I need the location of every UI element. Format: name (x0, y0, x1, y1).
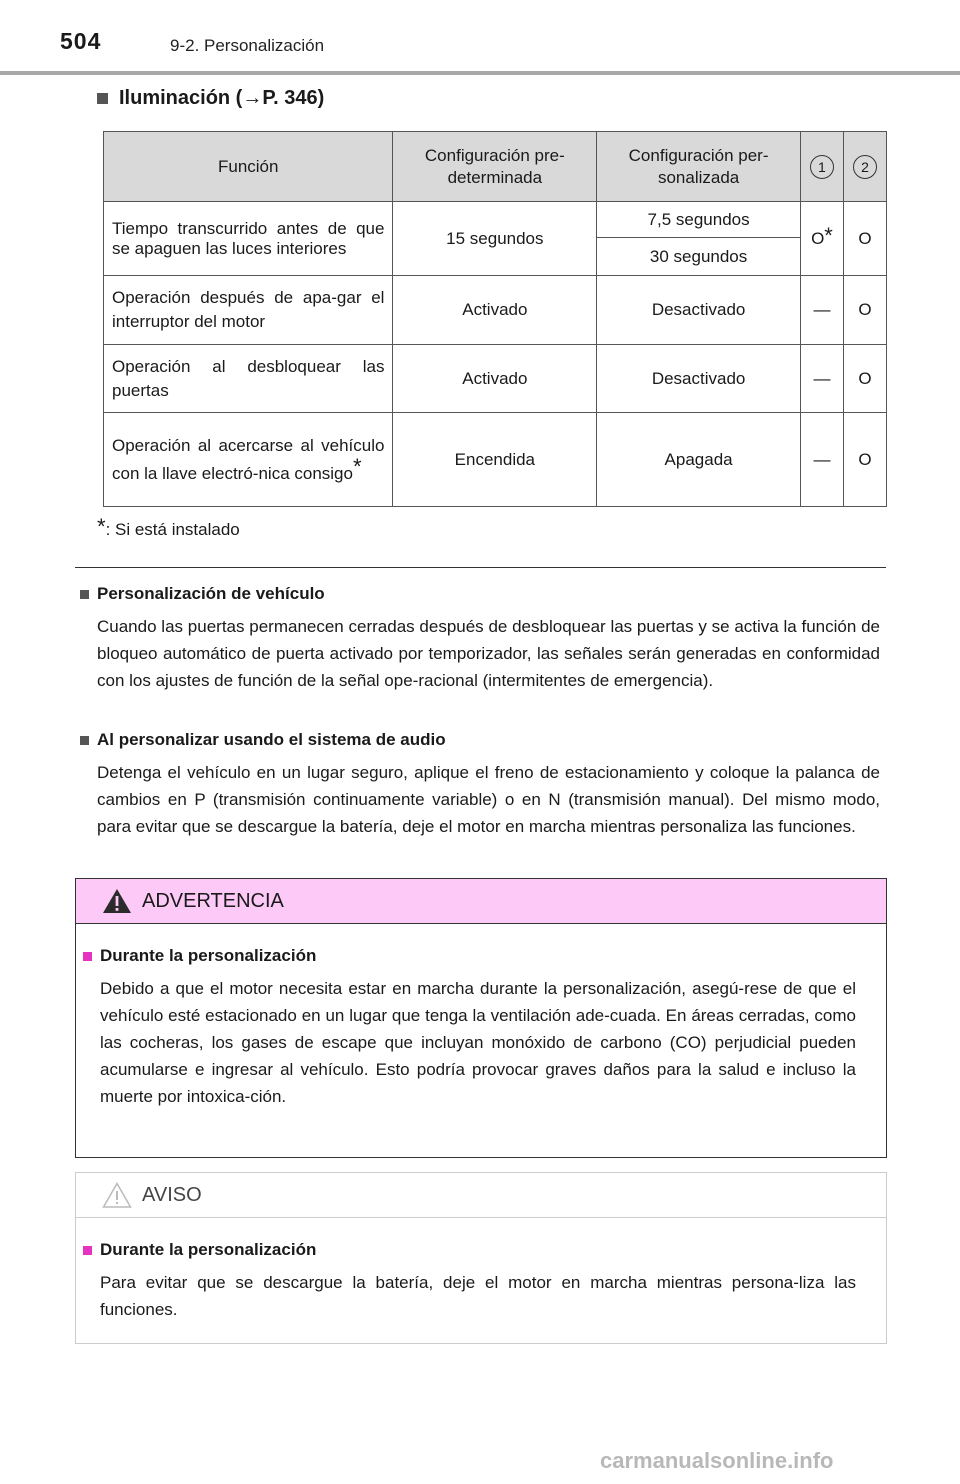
row-col1 (800, 202, 843, 276)
row-custom: 7,5 segundos (597, 202, 801, 238)
row-function: Operación al desbloquear las puertas (104, 345, 393, 413)
customization-table (103, 131, 887, 507)
footnote (97, 514, 240, 540)
chapter-title: 9-2. Personalización (170, 36, 325, 55)
row-custom: Apagada (597, 413, 801, 507)
caution-subtitle (83, 1240, 316, 1260)
caution-box (75, 1172, 887, 1344)
note-heading-text: Personalización de vehículo (97, 584, 325, 603)
row-col2: O (843, 202, 886, 276)
caution-header (76, 1173, 886, 1218)
caution-subtitle-text: Durante la personalización (100, 1240, 317, 1259)
row-custom: 30 segundos (597, 238, 801, 276)
warning-body: Debido a que el motor necesita estar en marcha durante la personalización, asegú-rese de que el vehículo esté estacionado en un lugar que tenga la ventilación ade-cuada. En áreas cerradas, como las cocheras, los gases de escape que incluyan monóxido de carbono (CO) perjudicial pueden acumularse e ingresar al vehículo. Esto podría provocar graves daños para la salud e incluso la muerte por intoxica-ción. (100, 979, 856, 1106)
header-col2 (843, 132, 886, 202)
footnote-text: : Si está instalado (105, 520, 240, 539)
note-heading (80, 730, 446, 750)
header-function: Función (104, 132, 393, 202)
table-row (104, 345, 887, 413)
table-row (104, 202, 887, 238)
row-custom: Desactivado (597, 345, 801, 413)
table-header-row (104, 132, 887, 202)
warning-subtitle (83, 946, 316, 966)
header-rule (0, 71, 960, 75)
row-default: 15 segundos (393, 202, 597, 276)
row-col1: — (800, 345, 843, 413)
table-row (104, 276, 887, 345)
table-row (104, 413, 887, 507)
row-function: Operación después de apa-gar el interruptor del motor (104, 276, 393, 345)
note-body: Detenga el vehículo en un lugar seguro, aplique el freno de estacionamiento y coloque la palanca de cambios en P (transmisión continuamente variable) o en N (transmisión manual). Del mismo modo, para evitar que se descargue la batería, deje el motor en marcha mientras personaliza las funciones. (97, 763, 880, 836)
note-heading-text: Al personalizar usando el sistema de audio (97, 730, 446, 749)
section-title (97, 87, 324, 110)
square-bullet-icon (80, 736, 89, 745)
row-default: Encendida (393, 413, 597, 507)
warning-title: ADVERTENCIA (142, 889, 284, 912)
row-col1-mark: O (811, 228, 825, 248)
section-divider (75, 567, 886, 568)
row-col2: O (843, 276, 886, 345)
circled-1-icon: 1 (810, 155, 834, 179)
asterisk-icon: * (352, 453, 362, 479)
header-col1 (800, 132, 843, 202)
asterisk-icon: * (824, 222, 833, 248)
caution-triangle-icon (102, 1182, 132, 1208)
row-col2: O (843, 413, 886, 507)
square-bullet-icon (83, 1246, 92, 1255)
header-custom: Configuración per- sonalizada (597, 132, 801, 202)
row-col1: — (800, 276, 843, 345)
note-body: Cuando las puertas permanecen cerradas después de desbloquear las puertas y se activa la función de bloqueo automático de puerta activado por temporizador, las señales serán generadas en conformidad con los ajustes de función de la señal ope-racional (intermitentes de emergencia). (97, 617, 880, 690)
warning-header (76, 879, 886, 924)
caution-title: AVISO (142, 1183, 202, 1206)
square-bullet-icon (83, 952, 92, 961)
row-custom: Desactivado (597, 276, 801, 345)
section-title-text: Iluminación (→P. 346) (119, 87, 325, 109)
row-function: Tiempo transcurrido antes de que se apaguen las luces interiores (104, 202, 393, 276)
warning-triangle-icon (102, 888, 132, 914)
note-heading (80, 584, 325, 604)
caution-body: Para evitar que se descargue la batería, deje el motor en marcha mientras persona-liza las funciones. (100, 1273, 856, 1319)
asterisk-icon: * (97, 514, 106, 539)
row-default: Activado (393, 276, 597, 345)
warning-box (75, 878, 887, 1158)
header-default: Configuración pre- determinada (393, 132, 597, 202)
circled-2-icon: 2 (853, 155, 877, 179)
row-col1: — (800, 413, 843, 507)
warning-subtitle-text: Durante la personalización (100, 946, 317, 965)
row-function (104, 413, 393, 507)
row-col2: O (843, 345, 886, 413)
square-bullet-icon (97, 93, 108, 104)
row-function-text: Operación al acercarse al vehículo con la llave electró-nica consigo (112, 435, 385, 483)
page-number: 504 (60, 28, 102, 54)
watermark-text: carmanualsonline.info (600, 1448, 834, 1473)
square-bullet-icon (80, 590, 89, 599)
row-default: Activado (393, 345, 597, 413)
